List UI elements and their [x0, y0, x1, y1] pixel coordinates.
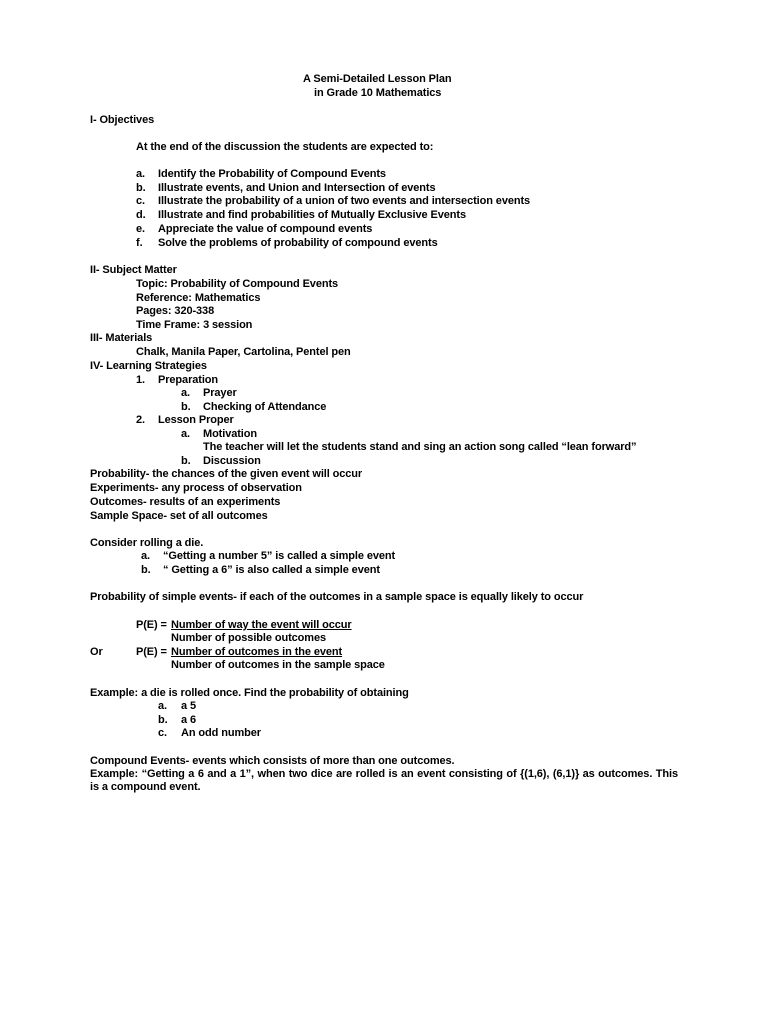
example-b: a 6	[181, 714, 196, 726]
list-item-letter: b.	[136, 182, 146, 194]
list-item-letter: a.	[141, 550, 150, 562]
list-item-letter: e.	[136, 223, 145, 235]
example-intro: Example: a die is rolled once. Find the probability of obtaining	[90, 687, 409, 699]
list-item-letter: b.	[181, 401, 191, 413]
definition-probability: Probability- the chances of the given event will occur	[90, 468, 363, 480]
formula2-numerator: Number of outcomes in the event	[171, 646, 343, 658]
die-example-b: “ Getting a 6” is also called a simple event	[163, 564, 380, 576]
list-item: Illustrate and find probabilities of Mutually Exclusive Events	[158, 209, 466, 221]
strategy-preparation: Preparation	[158, 374, 219, 386]
objectives-intro: At the end of the discussion the students are expected to:	[136, 141, 434, 153]
strategy-motivation: Motivation	[203, 428, 257, 440]
materials-heading: III- Materials	[90, 332, 153, 344]
document-title-line1: A Semi-Detailed Lesson Plan	[303, 73, 452, 85]
list-item-letter: a.	[181, 428, 190, 440]
subject-topic: Topic: Probability of Compound Events	[136, 278, 339, 290]
list-item-letter: c.	[158, 727, 167, 739]
subject-reference: Reference: Mathematics	[136, 292, 261, 304]
definition-experiments: Experiments- any process of observation	[90, 482, 302, 494]
list-item: Illustrate the probability of a union of two events and intersection events	[158, 195, 531, 207]
definition-outcomes: Outcomes- results of an experiments	[90, 496, 281, 508]
strategy-attendance: Checking of Attendance	[203, 401, 327, 413]
list-item-letter: b.	[158, 714, 168, 726]
list-item-letter: d.	[136, 209, 146, 221]
objectives-heading: I- Objectives	[90, 114, 155, 126]
definition-sample-space: Sample Space- set of all outcomes	[90, 510, 268, 522]
formula1-numerator: Number of way the event will occur	[171, 619, 352, 631]
example-a: a 5	[181, 700, 196, 712]
list-item-letter: a.	[136, 168, 145, 180]
list-item-letter: b.	[181, 455, 191, 467]
compound-events-definition: Compound Events- events which consists of more than one outcomes.	[90, 755, 455, 767]
list-item-letter: b.	[141, 564, 151, 576]
die-example-a: “Getting a number 5” is called a simple event	[163, 550, 396, 562]
list-item: Illustrate events, and Union and Intersection of events	[158, 182, 436, 194]
list-item: Appreciate the value of compound events	[158, 223, 373, 235]
strategy-motivation-detail: The teacher will let the students stand and sing an action song called “lean forward”	[203, 441, 637, 453]
die-example-intro: Consider rolling a die.	[90, 537, 204, 549]
materials-list: Chalk, Manila Paper, Cartolina, Pentel pen	[136, 346, 351, 358]
list-item-letter: a.	[158, 700, 167, 712]
strategy-prayer: Prayer	[203, 387, 237, 399]
subject-matter-heading: II- Subject Matter	[90, 264, 177, 276]
simple-events-definition: Probability of simple events- if each of the outcomes in a sample space is equally likely to occur	[90, 591, 584, 603]
formula1-denominator: Number of possible outcomes	[171, 632, 326, 644]
list-item-letter: f.	[136, 237, 143, 249]
list-item-letter: c.	[136, 195, 145, 207]
strategies-heading: IV- Learning Strategies	[90, 360, 207, 372]
formula2-or: Or	[90, 646, 103, 658]
list-item-letter: a.	[181, 387, 190, 399]
formula1-lhs: P(E) =	[136, 619, 167, 631]
subject-pages: Pages: 320-338	[136, 305, 215, 317]
list-item-number: 2.	[136, 414, 145, 426]
list-item: Identify the Probability of Compound Events	[158, 168, 386, 180]
strategy-discussion: Discussion	[203, 455, 261, 467]
list-item: Solve the problems of probability of compound events	[158, 237, 438, 249]
subject-time-frame: Time Frame: 3 session	[136, 319, 253, 331]
formula2-denominator: Number of outcomes in the sample space	[171, 659, 385, 671]
strategy-lesson-proper: Lesson Proper	[158, 414, 234, 426]
example-c: An odd number	[181, 727, 261, 739]
formula2-lhs: P(E) =	[136, 646, 167, 658]
compound-events-example: Example: “Getting a 6 and a 1”, when two dice are rolled is an event consisting of {(1,6), (6,1)} as outcomes. This is a compound event.	[90, 768, 678, 793]
list-item-number: 1.	[136, 374, 145, 386]
document-title-line2: in Grade 10 Mathematics	[314, 87, 442, 99]
